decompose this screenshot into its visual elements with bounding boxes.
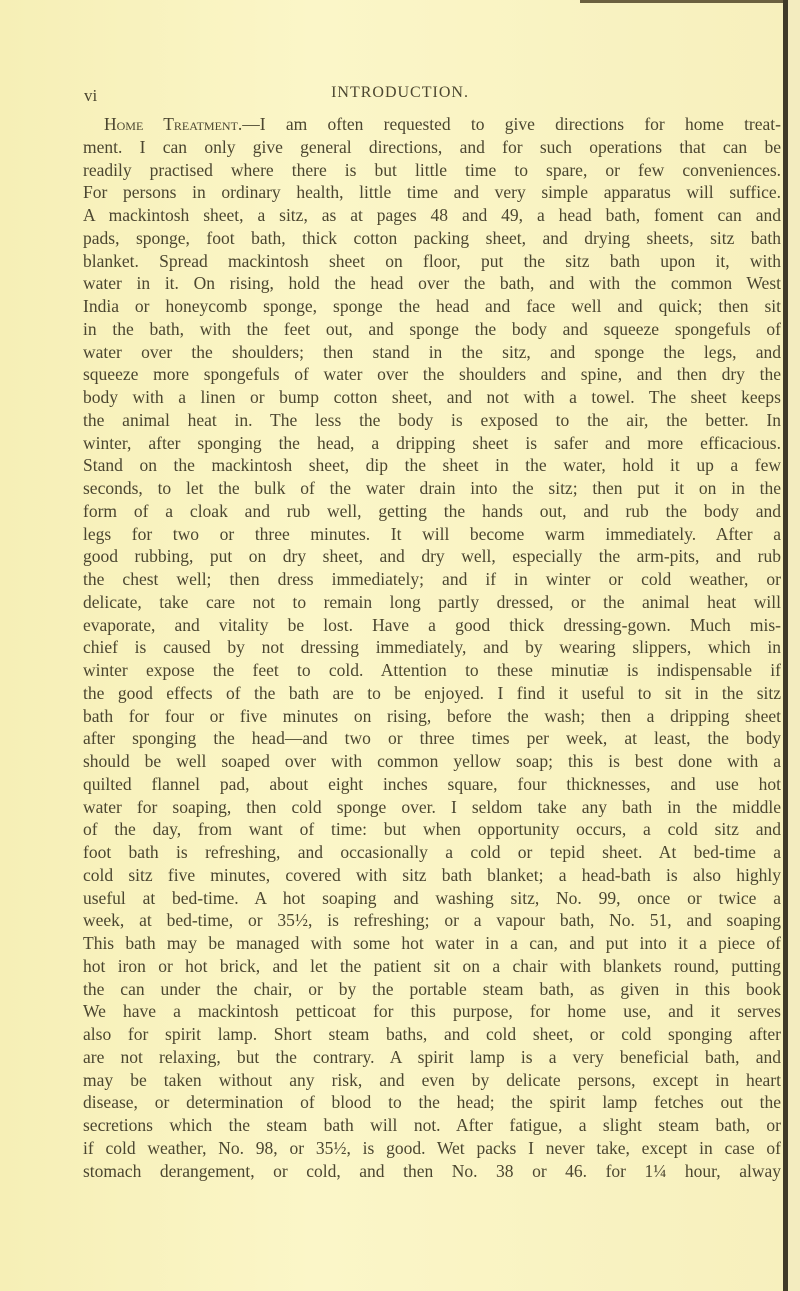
text-line: water in it. On rising, hold the head over the bath, and with the common West: [83, 273, 781, 294]
text-line: We have a mackintosh petticoat for this purpose, for home use, and it serves: [83, 1001, 781, 1022]
text-line: water over the shoulders; then stand in the sitz, and sponge the legs, and: [83, 341, 781, 362]
text-line: winter expose the feet to cold. Attention to these minutiæ is indispensable if: [83, 660, 781, 680]
text-line: quilted flannel pad, about eight inches square, four thicknesses, and use hot: [83, 773, 781, 794]
page-top-edge: [580, 0, 790, 3]
text-line: foot bath is refreshing, and occasionally a cold or tepid sheet. At bed-time a: [83, 842, 781, 862]
text-line: A mackintosh sheet, a sitz, as at pages 48 and 49, a head bath, foment can and: [83, 205, 781, 225]
text-line: For persons in ordinary health, little time and very simple apparatus will suffice.: [83, 182, 781, 203]
text-line: ment. I can only give general directions, and for such operations that can be: [83, 136, 781, 157]
text-line: after sponging the head—and two or three times per week, at least, the body: [83, 728, 781, 749]
body-text: [83, 113, 781, 1182]
text-line: delicate, take care not to remain long partly dressed, or the animal heat will: [83, 591, 781, 612]
text-line: pads, sponge, foot bath, thick cotton packing sheet, and drying sheets, sitz bath: [83, 227, 781, 248]
text-line: winter, after sponging the head, a dripping sheet is safer and more efficacious.: [83, 432, 781, 453]
text-line: form of a cloak and rub well, getting the hands out, and rub the body and: [83, 500, 781, 521]
text-line: This bath may be managed with some hot water in a can, and put into it a piece of: [83, 933, 781, 953]
text-line: hot iron or hot brick, and let the patient sit on a chair with blankets round, putting: [83, 955, 781, 976]
text-line: water for soaping, then cold sponge over. I seldom take any bath in the middle: [83, 796, 781, 817]
text-line: the chest well; then dress immediately; and if in winter or cold weather, or: [83, 569, 781, 589]
text-line: the can under the chair, or by the portable steam bath, as given in this book: [83, 978, 781, 999]
text-line: good rubbing, put on dry sheet, and dry well, especially the arm-pits, and rub: [83, 546, 781, 567]
section-heading: Home Treatment.: [104, 114, 243, 134]
text-line: chief is caused by not dressing immediately, and by wearing slippers, which in: [83, 637, 781, 658]
text-line: body with a linen or bump cotton sheet, and not with a towel. The sheet keeps: [83, 387, 781, 407]
text-line: Stand on the mackintosh sheet, dip the sheet in the water, hold it up a few: [83, 455, 781, 476]
text-line: also for spirit lamp. Short steam baths, and cold sheet, or cold sponging after: [83, 1024, 781, 1044]
text-line: readily practised where there is but little time to spare, or few conveniences.: [83, 159, 781, 180]
text-line: week, at bed-time, or 35½, is refreshing; or a vapour bath, No. 51, and soaping: [83, 910, 781, 931]
text-line: the animal heat in. The less the body is exposed to the air, the better. In: [83, 409, 781, 430]
text-line: the good effects of the bath are to be enjoyed. I find it useful to sit in the sitz: [83, 682, 781, 703]
text-line: [83, 113, 781, 136]
text-line: stomach derangement, or cold, and then No. 38 or 46. for 1¼ hour, alway: [83, 1160, 781, 1181]
text-line: evaporate, and vitality be lost. Have a good thick dressing-gown. Much mis-: [83, 614, 781, 635]
text-line: cold sitz five minutes, covered with sitz bath blanket; a head-bath is also highly: [83, 864, 781, 885]
text-line: seconds, to let the bulk of the water drain into the sitz; then put it on in the: [83, 478, 781, 498]
text-line: are not relaxing, but the contrary. A spirit lamp is a very beneficial bath, and: [83, 1046, 781, 1067]
text-line-content: —I am often requested to give directions for home treat-: [242, 114, 781, 134]
adjacent-page-strip: [788, 0, 800, 1291]
text-line: disease, or determination of blood to the head; the spirit lamp fetches out the: [83, 1092, 781, 1113]
text-line: should be well soaped over with common yellow soap; this is best done with a: [83, 751, 781, 771]
text-line: squeeze more spongefuls of water over the shoulders and spine, and then dry the: [83, 364, 781, 385]
text-line: India or honeycomb sponge, sponge the head and face well and quick; then sit: [83, 296, 781, 316]
text-line: of the day, from want of time: but when opportunity occurs, a cold sitz and: [83, 819, 781, 840]
text-line: may be taken without any risk, and even by delicate persons, except in heart: [83, 1069, 781, 1090]
text-line: legs for two or three minutes. It will become warm immediately. After a: [83, 523, 781, 544]
text-line: secretions which the steam bath will not. After fatigue, a slight steam bath, or: [83, 1115, 781, 1135]
page-number: vi: [84, 86, 98, 105]
text-line: useful at bed-time. A hot soaping and washing sitz, No. 99, once or twice a: [83, 887, 781, 908]
text-line: in the bath, with the feet out, and sponge the body and squeeze spongefuls of: [83, 318, 781, 339]
text-line: bath for four or five minutes on rising, before the wash; then a dripping sheet: [83, 705, 781, 726]
text-line: if cold weather, No. 98, or 35½, is good. Wet packs I never take, except in case of: [83, 1137, 781, 1158]
running-title: INTRODUCTION.: [331, 84, 469, 101]
text-line: blanket. Spread mackintosh sheet on floor, put the sitz bath upon it, with: [83, 250, 781, 271]
